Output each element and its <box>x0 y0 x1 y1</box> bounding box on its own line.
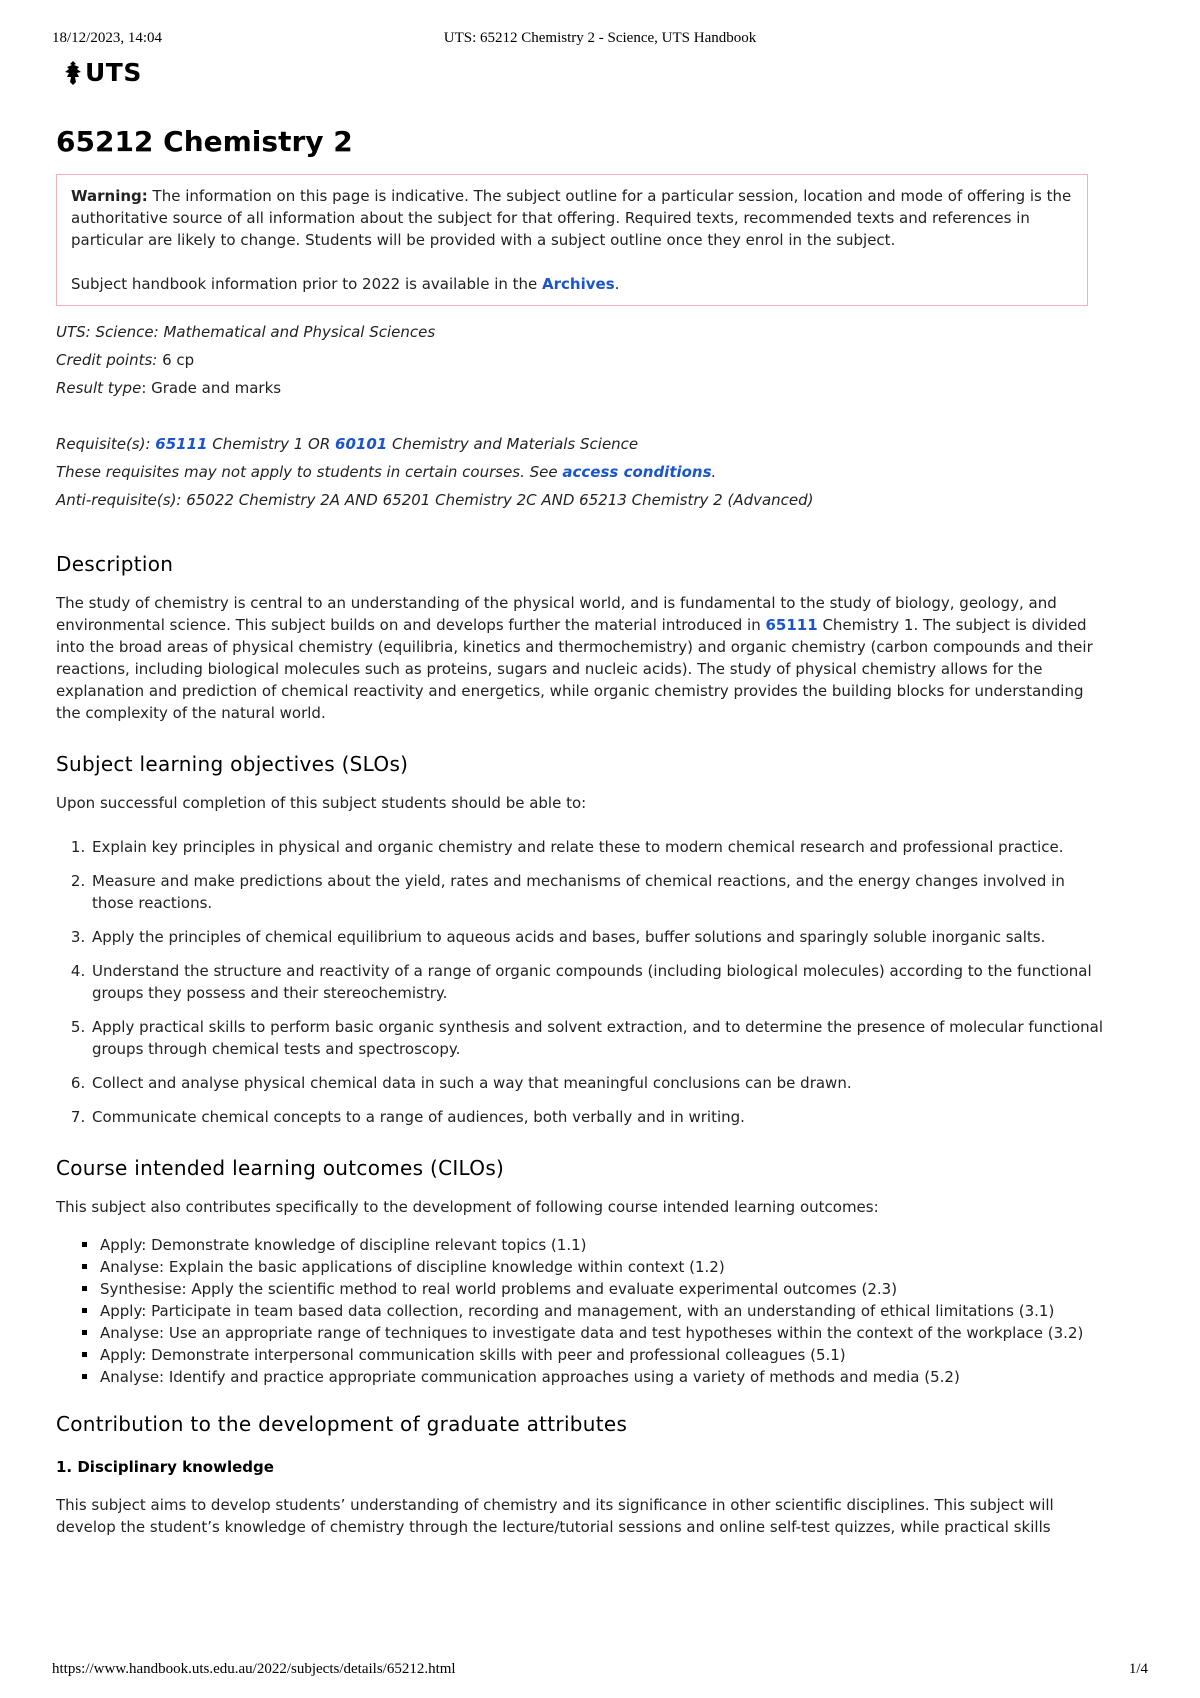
description-text <box>56 592 1104 724</box>
list-item: 2. Measure and make predictions about the yield, rates and mechanisms of chemical reactions, and the energy changes involved in those reactions. <box>90 870 1104 914</box>
uts-crest-icon <box>64 60 82 86</box>
list-item: 3. Apply the principles of chemical equilibrium to aqueous acids and bases, buffer solutions and sparingly soluble inorganic salts. <box>90 926 1104 948</box>
result-type <box>56 374 1104 402</box>
credit-label: Credit points: <box>56 351 158 369</box>
slo-list <box>56 836 1104 1128</box>
credit-points <box>56 346 1104 374</box>
page-number: 1/4 <box>1128 1661 1148 1677</box>
warning-label: Warning: <box>71 187 148 205</box>
list-item: Apply: Demonstrate interpersonal communication skills with peer and professional colleagues (5.1) <box>100 1344 1104 1366</box>
list-item: 6. Collect and analyse physical chemical data in such a way that meaningful conclusions can be drawn. <box>90 1072 1104 1094</box>
description-text-end: Chemistry 1. The subject is divided into the broad areas of physical chemistry (equilibria, kinetics and thermochemistry) and organic chemistry (carbon compounds and their reactions, including biological molecules such as proteins, sugars and nucleic acids). The study of physical chemistry allows for the explanation and prediction of chemical reactivity and energetics, while organic chemistry provides the building blocks for understanding the complexity of the natural world. <box>56 616 1093 722</box>
list-item: 5. Apply practical skills to perform basic organic synthesis and solvent extraction, and to determine the presence of molecular functional groups through chemical tests and spectroscopy. <box>90 1016 1104 1060</box>
list-item: 1. Explain key principles in physical and organic chemistry and relate these to modern chemical research and professional practice. <box>90 836 1104 858</box>
list-item: Apply: Demonstrate knowledge of discipline relevant topics (1.1) <box>100 1234 1104 1256</box>
requisite-link-65111[interactable]: 65111 <box>155 435 208 453</box>
anti-requisite: Anti-requisite(s): 65022 Chemistry 2A AND 65201 Chemistry 2C AND 65213 Chemistry 2 (Advanced) <box>56 491 814 509</box>
warning-text <box>71 185 1075 251</box>
uts-logo[interactable] <box>64 58 142 87</box>
archive-note <box>71 273 1075 295</box>
requisite-note-text: These requisites may not apply to students in certain courses. See <box>56 463 563 481</box>
cilo-section <box>56 1154 1104 1388</box>
warning-box <box>56 174 1088 306</box>
graduate-attributes-heading: Contribution to the development of graduate attributes <box>56 1412 628 1436</box>
print-header <box>52 30 1148 50</box>
graduate-attributes-section <box>56 1410 1104 1538</box>
print-page-title: UTS: 65212 Chemistry 2 - Science, UTS Handbook <box>443 30 757 46</box>
list-item: Apply: Participate in team based data collection, recording and management, with an understanding of ethical limitations (3.1) <box>100 1300 1104 1322</box>
faculty <box>56 318 1104 346</box>
archive-note-text: Subject handbook information prior to 2022 is available in the <box>71 275 543 293</box>
description-heading: Description <box>56 552 174 576</box>
main-content <box>56 124 1104 1538</box>
print-footer <box>52 1661 1148 1681</box>
requisite-line <box>56 430 1104 458</box>
list-item: Analyse: Explain the basic applications of discipline knowledge within context (1.2) <box>100 1256 1104 1278</box>
requisite-name-1: Chemistry 1 OR <box>207 435 336 453</box>
access-conditions-link[interactable]: access conditions <box>562 463 712 481</box>
faculty-text: UTS: Science: Mathematical and Physical Sciences <box>56 323 436 341</box>
subject-meta <box>56 318 1104 402</box>
archives-link[interactable]: Archives <box>542 275 615 293</box>
list-item: Synthesise: Apply the scientific method to real world problems and evaluate experimental outcomes (2.3) <box>100 1278 1104 1300</box>
list-item: 4. Understand the structure and reactivity of a range of organic compounds (including biological molecules) according to the functional groups they possess and their stereochemistry. <box>90 960 1104 1004</box>
print-date: 18/12/2023, 14:04 <box>52 30 163 46</box>
print-url: https://www.handbook.uts.edu.au/2022/subjects/details/65212.html <box>52 1661 456 1677</box>
disciplinary-knowledge-text: This subject aims to develop students’ understanding of chemistry and its significance in other scientific disciplines. This subject will develop the student’s knowledge of chemistry through the lecture/tutorial sessions and online self-test quizzes, while practical skills <box>56 1496 1054 1536</box>
warning-body: The information on this page is indicative. The subject outline for a particular session, location and mode of offering is the authoritative source of all information about the subject for that offering. Required texts, recommended texts and references in particular are likely to change. Students will be provided with a subject outline once they enrol in the subject. <box>71 187 1072 249</box>
cilo-heading: Course intended learning outcomes (CILOs) <box>56 1156 505 1180</box>
result-value: : Grade and marks <box>141 379 282 397</box>
credit-value: 6 cp <box>157 351 195 369</box>
cilo-intro: This subject also contributes specifically to the development of following course intended learning outcomes: <box>56 1198 879 1216</box>
result-label: Result type <box>56 379 142 397</box>
requisites <box>56 430 1104 514</box>
requisite-note <box>56 458 1104 486</box>
list-item: 7. Communicate chemical concepts to a range of audiences, both verbally and in writing. <box>90 1106 1104 1128</box>
description-text-start: The study of chemistry is central to an understanding of the physical world, and is fundamental to the study of biology, geology, and environmental science. This subject builds on and develops further the material introduced in <box>56 594 1057 634</box>
slo-heading: Subject learning objectives (SLOs) <box>56 752 409 776</box>
page-title: 65212 Chemistry 2 <box>56 125 353 158</box>
description-section <box>56 550 1104 724</box>
uts-logo-text: UTS <box>85 58 142 87</box>
requisite-label: Requisite(s): <box>56 435 156 453</box>
requisite-name-2: Chemistry and Materials Science <box>387 435 639 453</box>
disciplinary-knowledge-heading: 1. Disciplinary knowledge <box>56 1458 274 1476</box>
requisite-note-end: . <box>711 463 717 481</box>
description-link-65111[interactable]: 65111 <box>765 616 818 634</box>
requisite-link-60101[interactable]: 60101 <box>335 435 388 453</box>
archive-note-end: . <box>614 275 620 293</box>
list-item: Analyse: Identify and practice appropriate communication approaches using a variety of methods and media (5.2) <box>100 1366 1104 1388</box>
slo-section <box>56 750 1104 1128</box>
cilo-list <box>56 1234 1104 1388</box>
list-item: Analyse: Use an appropriate range of techniques to investigate data and test hypotheses within the context of the workplace (3.2) <box>100 1322 1104 1344</box>
slo-intro: Upon successful completion of this subject students should be able to: <box>56 794 587 812</box>
